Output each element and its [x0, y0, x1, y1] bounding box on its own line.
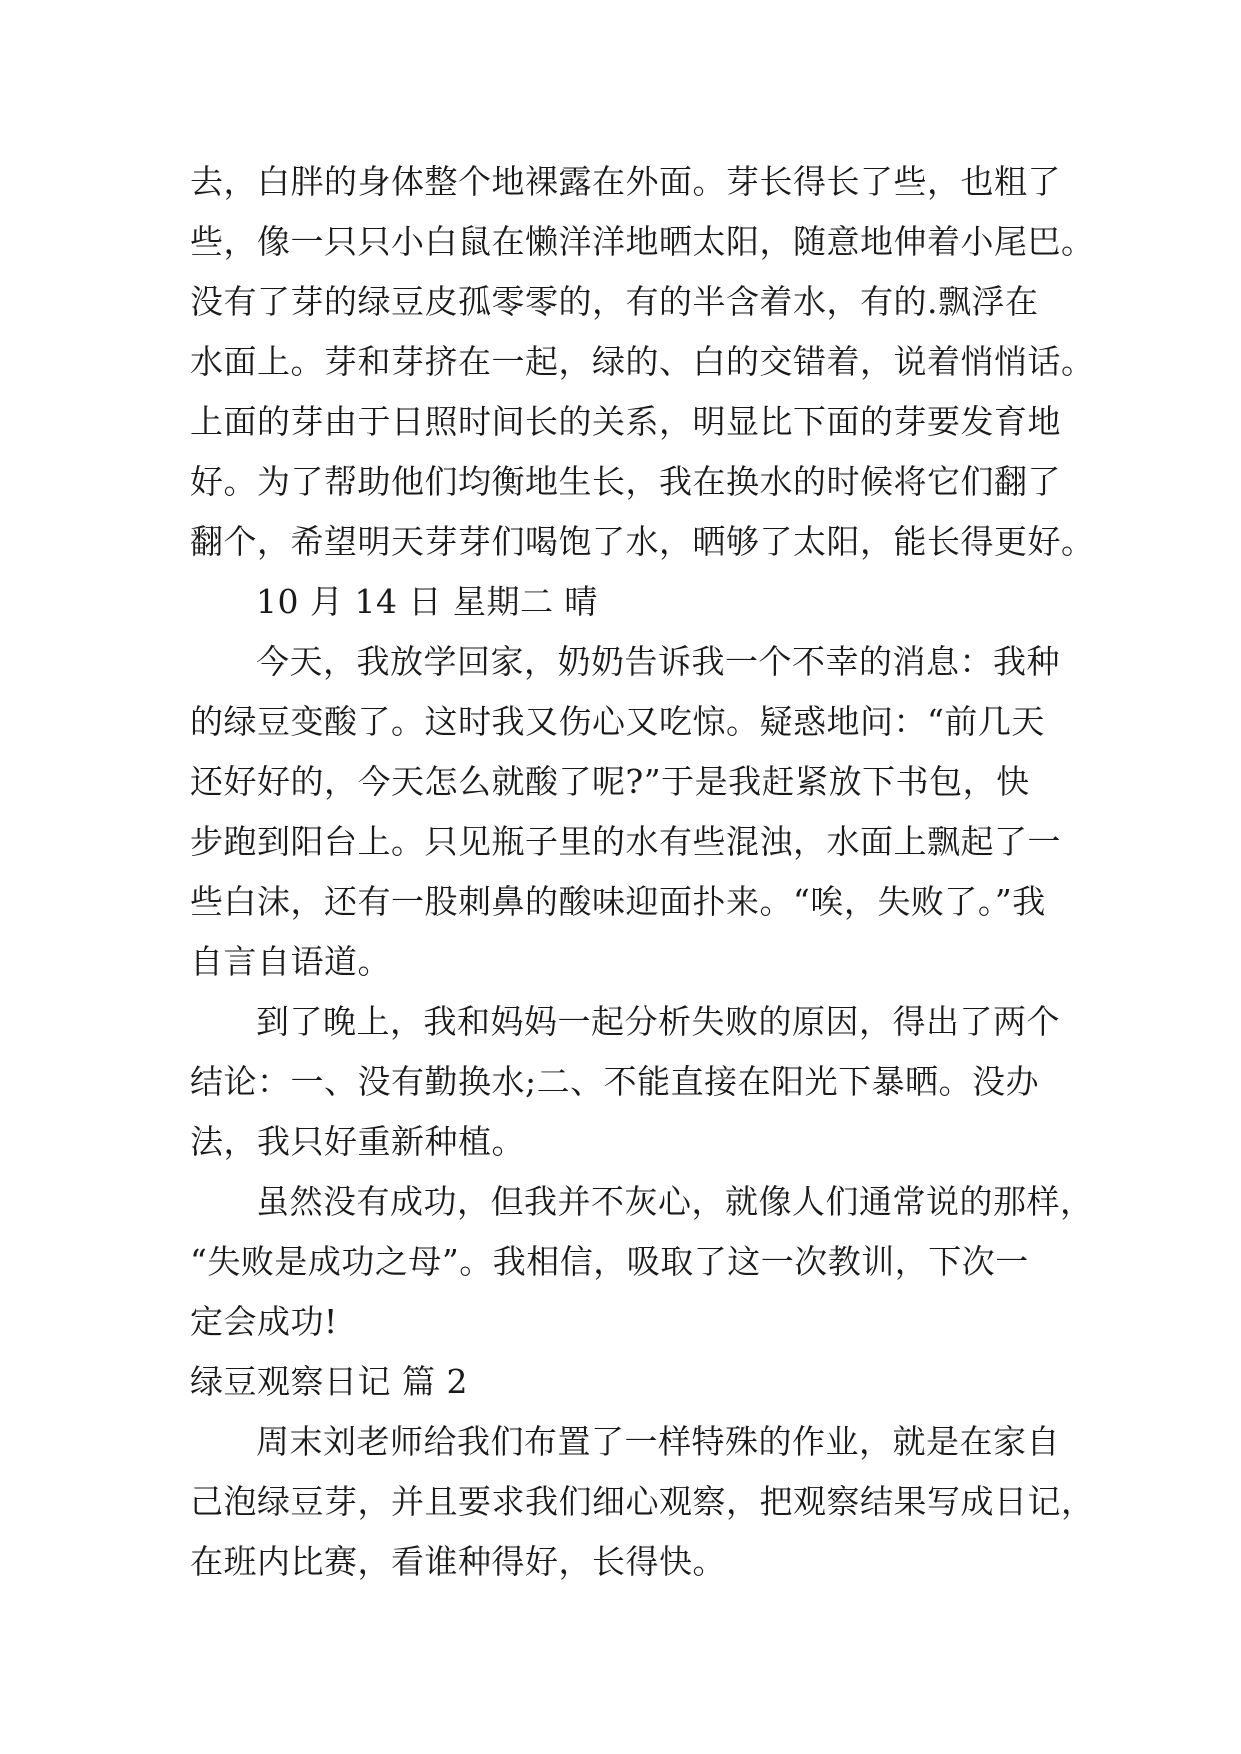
text-line: “失败是成功之母”。我相信，吸取了这一次教训，下次一	[190, 1242, 1029, 1281]
text-line: 定会成功!	[190, 1302, 338, 1341]
text-line: 水面上。芽和芽挤在一起，绿的、白的交错着，说着悄悄话。	[190, 342, 1095, 381]
section-heading: 绿豆观察日记 篇 2	[190, 1362, 468, 1401]
text-line: 翻个，希望明天芽芽们喝饱了水，晒够了太阳，能长得更好。	[190, 522, 1095, 561]
text-line: 些白沫，还有一股刺鼻的酸味迎面扑来。“唉，失败了。”我	[190, 882, 1046, 921]
text-line: 到了晚上，我和妈妈一起分析失败的原因，得出了两个	[256, 1002, 1060, 1041]
text-line: 己泡绿豆芽，并且要求我们细心观察，把观察结果写成日记，	[190, 1482, 1095, 1521]
text-line: 步跑到阳台上。只见瓶子里的水有些混浊，水面上飘起了一	[190, 822, 1061, 861]
diary-date-heading: 10 月 14 日 星期二 晴	[256, 582, 598, 621]
text-line: 自言自语道。	[190, 942, 391, 981]
text-line: 法，我只好重新种植。	[190, 1122, 525, 1161]
text-line: 的绿豆变酸了。这时我又伤心又吃惊。疑惑地问：“前几天	[190, 702, 1045, 741]
text-line: 虽然没有成功，但我并不灰心，就像人们通常说的那样，	[256, 1182, 1094, 1221]
text-line: 没有了芽的绿豆皮孤零零的，有的半含着水，有的.飘浮在	[190, 282, 1039, 321]
text-line: 去，白胖的身体整个地裸露在外面。芽长得长了些，也粗了	[190, 162, 1061, 201]
text-line: 还好好的，今天怎么就酸了呢?”于是我赶紧放下书包，快	[190, 762, 1030, 801]
text-line: 上面的芽由于日照时间长的关系，明显比下面的芽要发育地	[190, 402, 1061, 441]
text-line: 结论：一、没有勤换水;二、不能直接在阳光下暴晒。没办	[190, 1062, 1040, 1101]
document-body	[190, 152, 1095, 1592]
text-line: 在班内比赛，看谁种得好，长得快。	[190, 1542, 726, 1581]
text-line: 今天，我放学回家，奶奶告诉我一个不幸的消息：我种	[256, 642, 1060, 681]
text-line: 周末刘老师给我们布置了一样特殊的作业，就是在家自	[256, 1422, 1060, 1461]
text-line: 些，像一只只小白鼠在懒洋洋地晒太阳，随意地伸着小尾巴。	[190, 222, 1095, 261]
text-line: 好。为了帮助他们均衡地生长，我在换水的时候将它们翻了	[190, 462, 1061, 501]
